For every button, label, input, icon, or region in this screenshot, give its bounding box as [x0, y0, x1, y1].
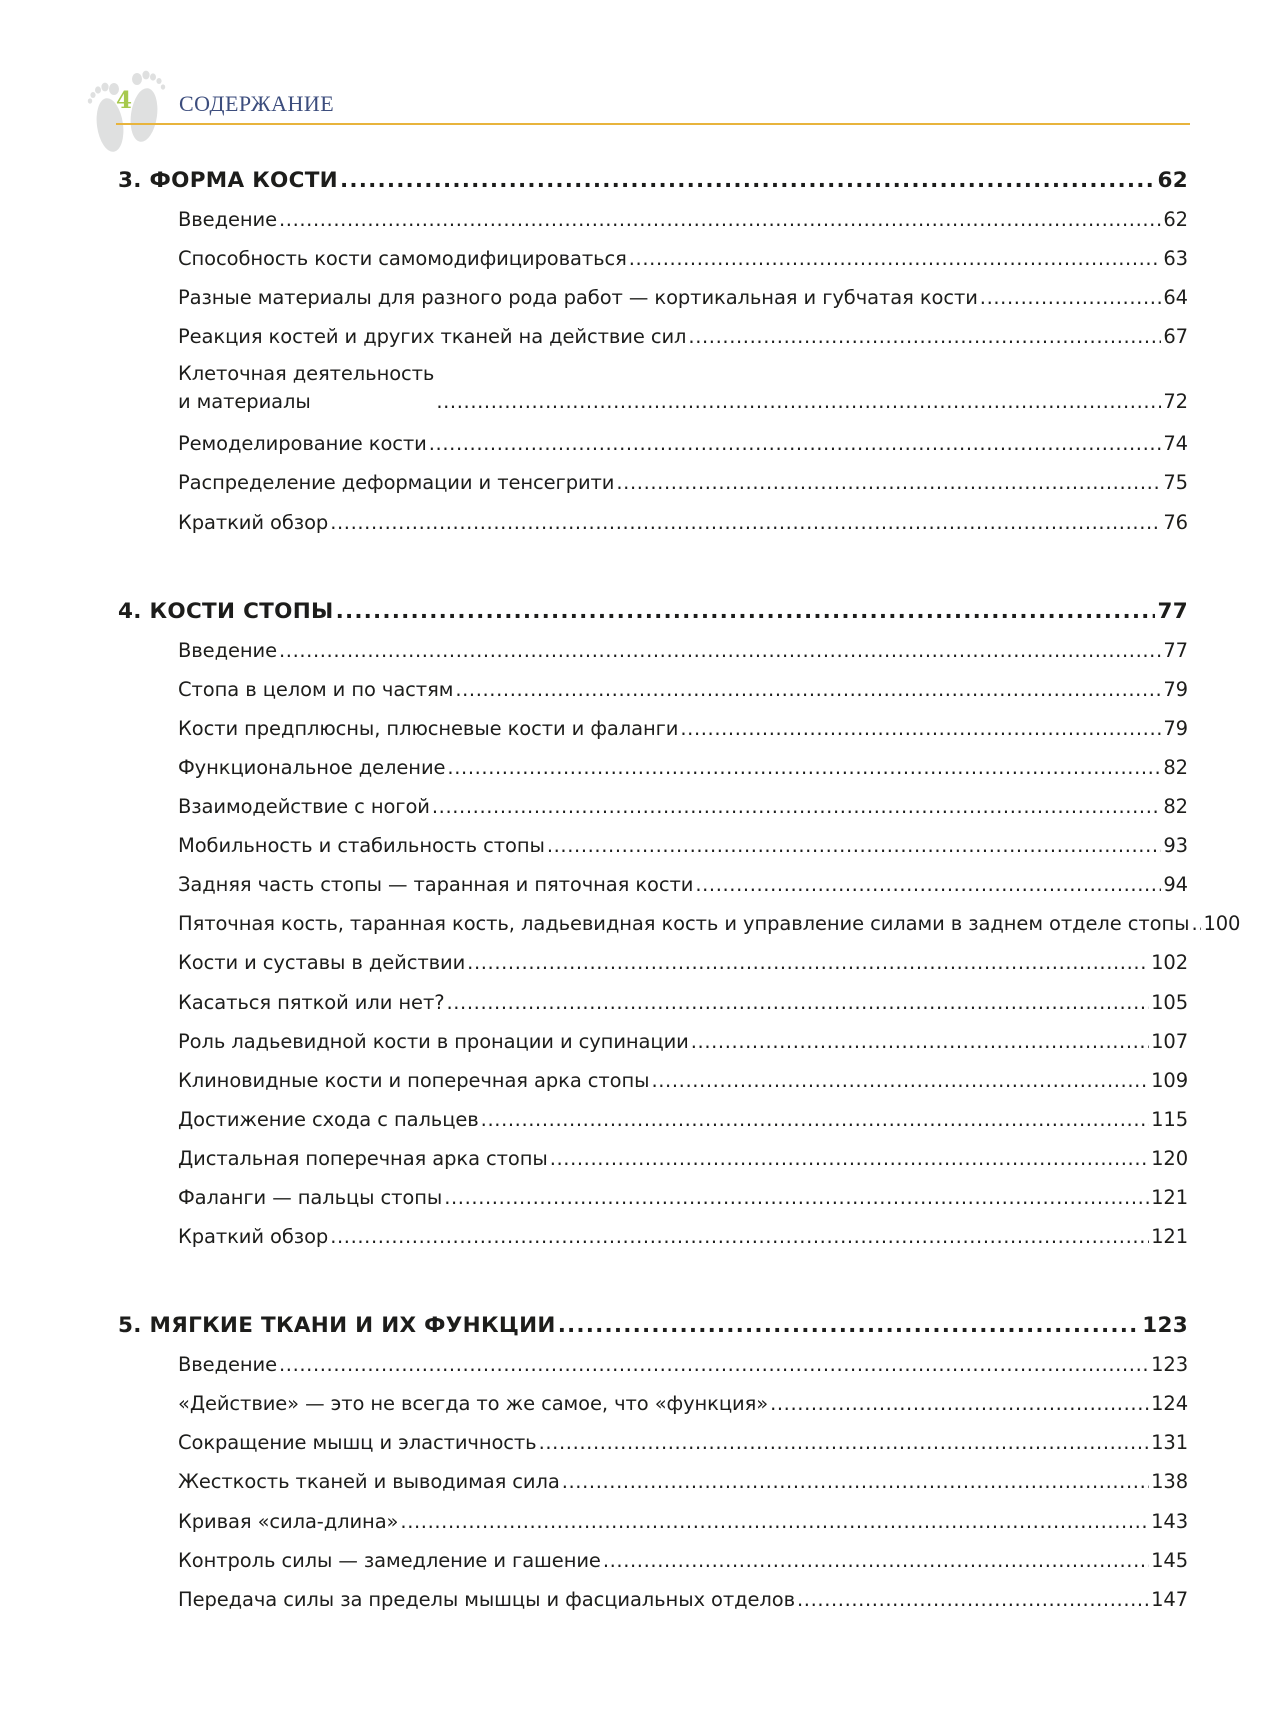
dot-leader [770, 1384, 1149, 1423]
entry-page-number: 109 [1151, 1068, 1188, 1092]
toc-entry[interactable] [118, 943, 1188, 982]
toc-entry[interactable] [118, 1384, 1188, 1423]
entry-title: Контроль силы — замедление и гашение [178, 1548, 601, 1572]
toc-entry[interactable] [118, 200, 1188, 239]
entry-page-number: 64 [1163, 286, 1188, 310]
entry-title: Ремоделирование кости [178, 432, 427, 456]
entry-page-number: 77 [1163, 638, 1188, 662]
entry-page-number: 123 [1151, 1353, 1188, 1377]
entry-page-number: 67 [1163, 325, 1188, 349]
dot-leader [680, 709, 1161, 748]
toc-entry[interactable] [118, 748, 1188, 787]
toc-entry[interactable] [118, 424, 1188, 463]
dot-leader [444, 1178, 1149, 1217]
toc-chapter [118, 162, 1188, 542]
entry-page-number: 124 [1151, 1392, 1188, 1416]
dot-leader [651, 1061, 1149, 1100]
toc-entry[interactable] [118, 239, 1188, 278]
toc-entry[interactable] [118, 787, 1188, 826]
entry-page-number: 62 [1163, 208, 1188, 231]
dot-leader [797, 1580, 1149, 1619]
entry-page-number: 120 [1151, 1146, 1188, 1170]
chapter-page-number: 123 [1142, 1313, 1188, 1339]
entry-title: Роль ладьевидной кости в пронации и супинации [178, 1029, 689, 1053]
entry-title: Клиновидные кости и поперечная арка стопы [178, 1068, 650, 1092]
dot-leader [695, 865, 1161, 904]
entry-title: Сокращение мышц и эластичность [178, 1431, 537, 1455]
dot-leader [400, 1502, 1149, 1541]
entry-title: «Действие» — это не всегда то же самое, что «функция» [178, 1392, 769, 1416]
toc-entry[interactable] [118, 503, 1188, 542]
entry-page-number: 145 [1151, 1548, 1188, 1572]
entry-page-number: 105 [1151, 990, 1188, 1014]
entry-title: Введение [178, 208, 277, 231]
dot-leader [436, 388, 1161, 416]
entry-page-number: 93 [1163, 834, 1188, 858]
toc-entry[interactable] [118, 1345, 1188, 1384]
entry-title-line: Клеточная деятельность [178, 362, 435, 386]
toc-entry[interactable] [118, 1100, 1188, 1139]
dot-leader [279, 631, 1161, 670]
toc-entry[interactable] [118, 317, 1188, 356]
entry-title: Кости предплюсны, плюсневые кости и фаланги [178, 716, 679, 740]
chapter-page-number: 77 [1157, 598, 1188, 624]
dot-leader [330, 503, 1161, 542]
toc-chapter-heading[interactable] [118, 1307, 1188, 1345]
entry-page-number: 94 [1163, 873, 1188, 897]
toc-entry[interactable] [118, 1423, 1188, 1462]
entry-title: Задняя часть стопы — таранная и пяточная кости [178, 873, 694, 897]
entry-title: Дистальная поперечная арка стопы [178, 1146, 548, 1170]
entry-title: Фаланги — пальцы стопы [178, 1185, 443, 1209]
entry-page-number: 75 [1163, 471, 1188, 495]
dot-leader [330, 1217, 1149, 1256]
dot-leader [562, 1462, 1149, 1501]
toc-entry[interactable] [118, 904, 1241, 943]
dot-leader [279, 200, 1161, 239]
dot-leader [336, 593, 1156, 631]
toc-entry[interactable] [118, 463, 1188, 502]
toc-chapter [118, 593, 1241, 1257]
footprints-icon [80, 63, 190, 163]
entry-title-line: и материалы [178, 390, 311, 414]
entry-page-number: 138 [1151, 1470, 1188, 1494]
dot-leader [432, 787, 1162, 826]
entry-title: Разные материалы для разного рода работ — кортикальная и губчатая кости [178, 286, 978, 310]
entry-page-number: 121 [1151, 1225, 1188, 1249]
page-header [80, 55, 1190, 135]
entry-page-number: 143 [1151, 1509, 1188, 1533]
toc-entry[interactable] [118, 1580, 1188, 1619]
dot-leader [467, 943, 1149, 982]
entry-title: Пяточная кость, таранная кость, ладьевидная кость и управление силами в заднем отделе стопы [178, 912, 1190, 936]
page-title: СОДЕРЖАНИЕ [179, 91, 335, 116]
entry-title: Жесткость тканей и выводимая сила [178, 1470, 560, 1494]
dot-leader [429, 424, 1162, 463]
entry-page-number: 79 [1163, 716, 1188, 740]
entry-title: Способность кости самомодифицироваться [178, 247, 627, 271]
toc-entry[interactable] [118, 1502, 1188, 1541]
toc-entry[interactable] [118, 1061, 1188, 1100]
page-number: 4 [116, 87, 133, 114]
toc-entry[interactable] [118, 278, 1188, 317]
dot-leader [616, 463, 1161, 502]
entry-title [178, 360, 434, 416]
entry-page-number: 131 [1151, 1431, 1188, 1455]
chapter-title: 5. МЯГКИЕ ТКАНИ И ИХ ФУНКЦИИ [118, 1313, 556, 1339]
entry-page-number: 74 [1163, 432, 1188, 456]
toc-entry[interactable] [118, 1022, 1188, 1061]
entry-title: Реакция костей и других тканей на действие сил [178, 325, 687, 349]
entry-page-number: 79 [1163, 677, 1188, 701]
dot-leader [539, 1423, 1150, 1462]
entry-page-number: 63 [1163, 247, 1188, 271]
entry-title: Касаться пяткой или нет? [178, 990, 445, 1014]
toc-chapter-heading[interactable] [118, 162, 1188, 200]
entry-page-number: 100 [1203, 912, 1241, 936]
toc-chapter [118, 1307, 1188, 1619]
toc-entry[interactable] [118, 1462, 1188, 1501]
entry-title: Краткий обзор [178, 1225, 329, 1249]
dot-leader [1191, 904, 1201, 943]
toc-entry[interactable] [118, 983, 1188, 1022]
entry-title: Распределение деформации и тенсегрити [178, 471, 615, 495]
toc-entry[interactable] [118, 1541, 1188, 1580]
toc-chapter-heading[interactable] [118, 593, 1188, 631]
dot-leader [603, 1541, 1149, 1580]
toc-entry[interactable] [118, 709, 1188, 748]
toc-entry[interactable] [118, 826, 1188, 865]
entry-title: Введение [178, 1353, 277, 1377]
toc-entry[interactable] [118, 631, 1188, 670]
dot-leader [340, 162, 1155, 200]
toc-entry[interactable] [118, 1178, 1188, 1217]
chapter-title: 3. ФОРМА КОСТИ [118, 168, 338, 193]
dot-leader [558, 1307, 1141, 1345]
entry-title: Достижение схода с пальцев [178, 1107, 479, 1131]
entry-page-number: 102 [1151, 951, 1188, 975]
toc-entry[interactable] [118, 670, 1188, 709]
table-of-contents [118, 162, 1241, 1670]
toc-entry[interactable] [118, 1139, 1188, 1178]
dot-leader [481, 1100, 1149, 1139]
toc-entry[interactable] [118, 356, 1188, 424]
entry-page-number: 107 [1151, 1029, 1188, 1053]
entry-title: Стопа в целом и по частям [178, 677, 454, 701]
chapter-title: 4. КОСТИ СТОПЫ [118, 598, 334, 624]
dot-leader [279, 1345, 1149, 1384]
dot-leader [455, 670, 1161, 709]
dot-leader [446, 983, 1149, 1022]
dot-leader [629, 239, 1162, 278]
dot-leader [980, 278, 1162, 317]
entry-title: Мобильность и стабильность стопы [178, 834, 545, 858]
dot-leader [547, 826, 1162, 865]
toc-entry[interactable] [118, 865, 1188, 904]
entry-title: Кривая «сила-длина» [178, 1509, 399, 1533]
toc-entry[interactable] [118, 1217, 1188, 1256]
entry-page-number: 82 [1163, 795, 1188, 819]
entry-title: Передача силы за пределы мышцы и фасциальных отделов [178, 1587, 795, 1611]
dot-leader [688, 317, 1161, 356]
entry-title: Введение [178, 638, 277, 662]
entry-page-number: 147 [1151, 1587, 1188, 1611]
dot-leader [550, 1139, 1149, 1178]
entry-title: Взаимодействие с ногой [178, 795, 430, 819]
chapter-page-number: 62 [1157, 168, 1188, 193]
header-divider [116, 123, 1190, 125]
entry-title: Функциональное деление [178, 755, 446, 779]
entry-title: Кости и суставы в действии [178, 951, 466, 975]
entry-page-number: 76 [1163, 510, 1188, 534]
entry-title: Краткий обзор [178, 510, 329, 534]
dot-leader [447, 748, 1161, 787]
entry-page-number: 121 [1151, 1185, 1188, 1209]
entry-page-number: 115 [1151, 1107, 1188, 1131]
entry-page-number: 72 [1163, 390, 1188, 414]
entry-page-number: 82 [1163, 755, 1188, 779]
dot-leader [691, 1022, 1149, 1061]
